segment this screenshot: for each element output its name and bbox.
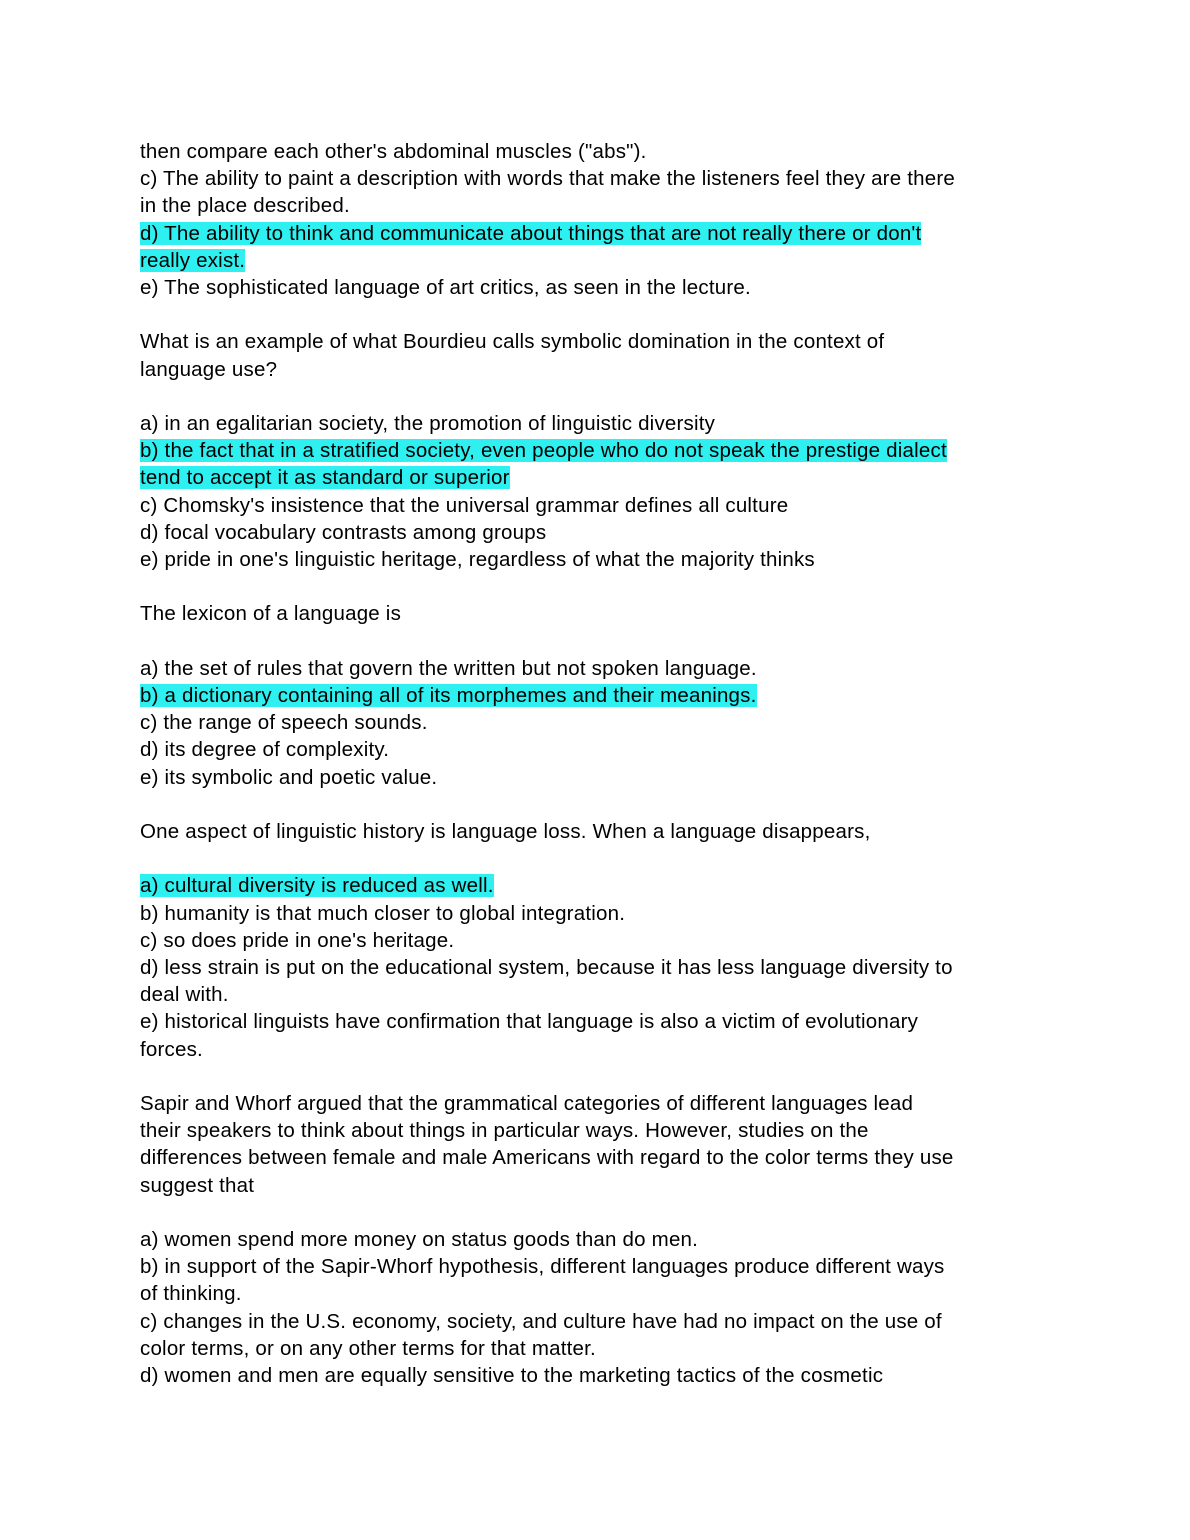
text-line: c) Chomsky's insistence that the universal grammar defines all culture <box>140 493 789 517</box>
text-line: in the place described. <box>140 194 350 218</box>
text-line: d) focal vocabulary contrasts among groups <box>140 520 547 544</box>
text-line: color terms, or on any other terms for that matter. <box>140 1336 596 1360</box>
text-line: d) less strain is put on the educational system, because it has less language diversity to <box>140 956 953 979</box>
text-line: e) its symbolic and poetic value. <box>140 765 438 789</box>
text-line: e) historical linguists have confirmation that language is also a victim of evolutionary <box>140 1010 919 1034</box>
text-line: c) so does pride in one's heritage. <box>140 928 455 952</box>
text-line: b) humanity is that much closer to global integration. <box>140 901 626 925</box>
text-line: language use? <box>140 357 278 381</box>
text-line: a) in an egalitarian society, the promotion of linguistic diversity <box>140 412 716 435</box>
text-line: suggest that <box>140 1173 255 1197</box>
highlight-mark: b) the fact that in a stratified society, even people who do not speak the prestige dialect <box>140 439 947 463</box>
highlight-mark: really exist. <box>140 248 246 272</box>
highlighted-text-line <box>140 247 1050 274</box>
text-line: c) The ability to paint a description with words that make the listeners feel they are there <box>140 167 955 191</box>
paragraph-spacer <box>140 301 1050 328</box>
text-line: b) in support of the Sapir-Whorf hypothesis, different languages produce different ways <box>140 1255 945 1279</box>
paragraph <box>140 1090 1050 1199</box>
highlight-mark: b) a dictionary containing all of its morphemes and their meanings. <box>140 684 757 707</box>
text-line: One aspect of linguistic history is language loss. When a language disappears, <box>140 820 871 843</box>
text-line: then compare each other's abdominal muscles ("abs"). <box>140 140 647 163</box>
paragraph-spacer <box>140 383 1050 410</box>
paragraph-spacer <box>140 1199 1050 1226</box>
text-line: forces. <box>140 1037 203 1061</box>
document-text-body <box>140 138 1050 1389</box>
highlight-mark: tend to accept it as standard or superior <box>140 466 510 490</box>
text-line: d) its degree of complexity. <box>140 738 390 762</box>
paragraph <box>140 600 1050 627</box>
text-line: d) women and men are equally sensitive to the marketing tactics of the cosmetic <box>140 1364 884 1388</box>
highlighted-text-line <box>140 682 1050 709</box>
paragraph <box>140 328 1050 382</box>
text-line: What is an example of what Bourdieu calls symbolic domination in the context of <box>140 330 885 354</box>
highlighted-text-line <box>140 464 1050 491</box>
highlighted-text-line <box>140 437 1050 464</box>
paragraph-spacer <box>140 845 1050 872</box>
paragraph <box>140 872 1050 1062</box>
highlighted-text-line <box>140 872 1050 899</box>
highlight-mark: a) cultural diversity is reduced as well. <box>140 874 494 898</box>
paragraph <box>140 655 1050 791</box>
highlighted-text-line <box>140 220 1050 247</box>
text-line: e) The sophisticated language of art critics, as seen in the lecture. <box>140 276 751 300</box>
paragraph <box>140 818 1050 845</box>
text-line: c) changes in the U.S. economy, society, and culture have had no impact on the use of <box>140 1309 942 1333</box>
text-line: e) pride in one's linguistic heritage, regardless of what the majority thinks <box>140 548 815 572</box>
paragraph-spacer <box>140 628 1050 655</box>
paragraph <box>140 1226 1050 1389</box>
text-line: Sapir and Whorf argued that the grammatical categories of different languages lead <box>140 1092 914 1115</box>
text-line: The lexicon of a language is <box>140 602 402 626</box>
text-line: their speakers to think about things in particular ways. However, studies on the <box>140 1119 869 1143</box>
text-line: a) the set of rules that govern the written but not spoken language. <box>140 656 757 680</box>
text-line: a) women spend more money on status goods than do men. <box>140 1228 699 1251</box>
paragraph <box>140 410 1050 573</box>
paragraph-spacer <box>140 573 1050 600</box>
highlight-mark: d) The ability to think and communicate about things that are not really there or don't <box>140 221 922 245</box>
text-line: of thinking. <box>140 1282 242 1306</box>
paragraph-spacer <box>140 791 1050 818</box>
text-line: differences between female and male Americans with regard to the color terms they use <box>140 1146 954 1170</box>
text-line: c) the range of speech sounds. <box>140 711 428 735</box>
paragraph <box>140 138 1050 301</box>
paragraph-spacer <box>140 1063 1050 1090</box>
text-line: deal with. <box>140 983 229 1007</box>
